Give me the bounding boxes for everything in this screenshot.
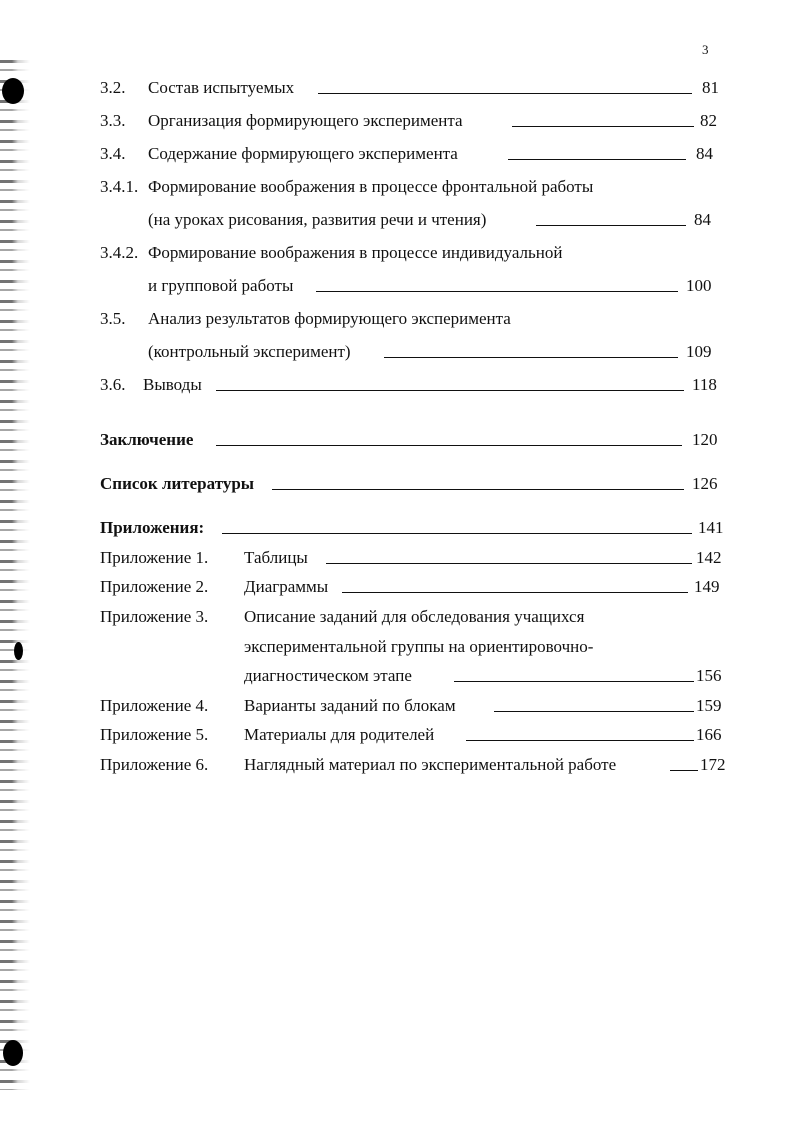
section-number: 3.3. <box>100 111 126 130</box>
toc-entry <box>0 307 798 331</box>
section-number: 3.2. <box>100 78 126 97</box>
leader-line <box>216 428 682 446</box>
section-title: и групповой работы <box>148 276 294 295</box>
appendix-item-continuation <box>0 664 798 688</box>
toc-entry <box>0 373 798 397</box>
appendix-label: Приложение 2. <box>100 577 209 596</box>
section-number: 3.4.1. <box>100 177 139 196</box>
page-ref: 84 <box>694 210 711 229</box>
leader-line <box>536 208 686 226</box>
references-title: Список литературы <box>100 474 255 493</box>
appendix-label: Приложение 3. <box>100 607 209 626</box>
page-ref: 100 <box>686 276 712 295</box>
appendix-title: диагностическом этапе <box>244 666 412 685</box>
section-title: Состав испытуемых <box>148 78 295 97</box>
toc-entry <box>0 241 798 265</box>
section-title: (контрольный эксперимент) <box>148 342 351 361</box>
appendix-title: Описание заданий для обследования учащихся <box>244 607 585 626</box>
page-ref: 84 <box>696 144 713 163</box>
appendix-title: Диаграммы <box>244 577 329 596</box>
leader-line <box>454 664 694 682</box>
toc-entry <box>0 109 798 133</box>
appendix-title: Материалы для родителей <box>244 725 435 744</box>
page-ref: 109 <box>686 342 712 361</box>
leader-line <box>272 472 684 490</box>
toc-entry-continuation <box>0 274 798 298</box>
appendix-item-continuation <box>0 635 798 659</box>
page-ref: 118 <box>692 375 717 394</box>
section-number: 3.4. <box>100 144 126 163</box>
leader-line <box>222 516 692 534</box>
page-ref: 159 <box>696 696 722 715</box>
page-ref: 126 <box>692 474 718 493</box>
appendix-label: Приложение 5. <box>100 725 209 744</box>
toc-entry-continuation <box>0 340 798 364</box>
section-title: Выводы <box>143 375 202 394</box>
toc-entry <box>0 142 798 166</box>
section-number: 3.5. <box>100 309 126 328</box>
section-number: 3.6. <box>100 375 126 394</box>
appendix-item <box>0 575 798 599</box>
appendix-item <box>0 694 798 718</box>
section-title: (на уроках рисования, развития речи и чтения) <box>148 210 487 229</box>
appendix-label: Приложение 6. <box>100 755 209 774</box>
leader-line <box>508 142 686 160</box>
appendix-item <box>0 546 798 570</box>
appendix-item <box>0 753 798 777</box>
section-title: Формирование воображения в процессе индивидуальной <box>148 243 563 262</box>
page-number: 3 <box>702 42 709 57</box>
toc-references <box>0 472 798 496</box>
toc-entry <box>0 76 798 100</box>
leader-line <box>216 373 684 391</box>
page-ref: 81 <box>702 78 719 97</box>
page-ref: 156 <box>696 666 722 685</box>
page-ref: 166 <box>696 725 722 744</box>
leader-line <box>670 753 698 771</box>
appendix-label: Приложение 4. <box>100 696 209 715</box>
leader-line <box>316 274 678 292</box>
leader-line <box>318 76 692 94</box>
toc-conclusion <box>0 428 798 452</box>
appendix-title: Варианты заданий по блокам <box>244 696 456 715</box>
appendix-title: Наглядный материал по экспериментальной работе <box>244 755 617 774</box>
page-ref: 141 <box>698 518 724 537</box>
leader-line <box>384 340 678 358</box>
toc-entry-continuation <box>0 208 798 232</box>
section-number: 3.4.2. <box>100 243 139 262</box>
leader-line <box>326 546 692 564</box>
section-title: Содержание формирующего эксперимента <box>148 144 458 163</box>
page-ref: 149 <box>694 577 720 596</box>
appendix-item <box>0 605 798 629</box>
conclusion-title: Заключение <box>100 430 194 449</box>
leader-line <box>512 109 694 127</box>
leader-line <box>494 694 694 712</box>
section-title: Анализ результатов формирующего эксперимента <box>148 309 511 328</box>
scan-blot-bottom <box>3 1040 23 1066</box>
toc-entry <box>0 175 798 199</box>
leader-line <box>342 575 688 593</box>
section-title: Организация формирующего эксперимента <box>148 111 463 130</box>
appendix-item <box>0 723 798 747</box>
appendix-label: Приложение 1. <box>100 548 209 567</box>
toc-appendices <box>0 516 798 540</box>
appendices-title: Приложения: <box>100 518 205 537</box>
page-ref: 142 <box>696 548 722 567</box>
page-ref: 82 <box>700 111 717 130</box>
page-ref: 172 <box>700 755 726 774</box>
page-ref: 120 <box>692 430 718 449</box>
appendix-title: Таблицы <box>244 548 308 567</box>
section-title: Формирование воображения в процессе фронтальной работы <box>148 177 594 196</box>
appendix-title: экспериментальной группы на ориентировочно- <box>244 637 594 656</box>
leader-line <box>466 723 694 741</box>
